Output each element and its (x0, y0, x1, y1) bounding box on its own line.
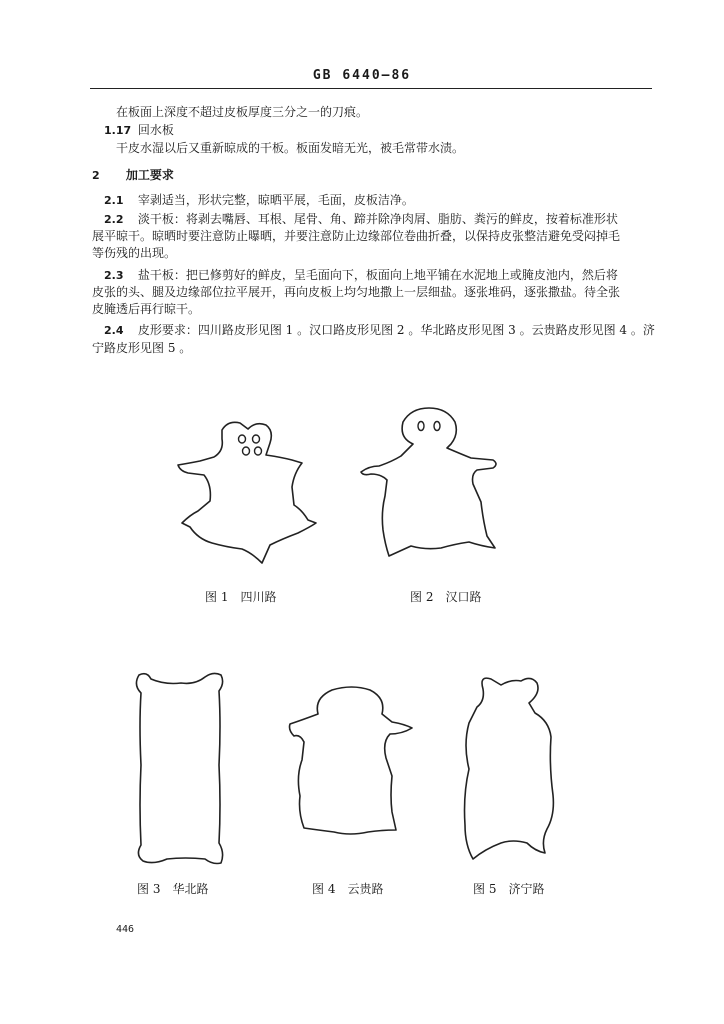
figure-2-caption: 图 2 汉口路 (410, 590, 482, 604)
figure-3-caption: 图 3 华北路 (137, 882, 209, 896)
page-number: 446 (116, 924, 135, 935)
section-2-2-line-2: 展平晾干。晾晒时要注意防止曝晒，并要注意防止边缘部位卷曲折叠，以保持皮张整洁避免受闷掉毛 (92, 229, 621, 243)
figure-2-hide-shape (355, 402, 515, 567)
section-2-2 (104, 211, 618, 228)
standard-number: GB 6440—86 (312, 68, 412, 83)
figure-4-caption: 图 4 云贵路 (312, 882, 384, 896)
section-2-4-line-2: 宁路皮形见图 5 。 (92, 341, 192, 355)
figure-3-hide-shape (125, 665, 235, 875)
section-2-3 (104, 267, 618, 284)
section-title: 回水板 (137, 123, 174, 137)
section-number: 1.17 (104, 124, 132, 137)
section-1-17 (104, 122, 174, 139)
figure-5-hide-shape (455, 665, 565, 875)
section-body: 宰剥适当，形状完整，晾晒平展，毛面，皮板洁净。 (137, 193, 414, 207)
header-rule (90, 88, 652, 89)
section-number: 2.1 (104, 194, 124, 207)
section-2-2-line-3: 等伤残的出现。 (92, 246, 177, 260)
paragraph-continuation: 在板面上深度不超过皮板厚度三分之一的刀痕。 (116, 105, 369, 119)
section-number: 2.2 (104, 213, 124, 226)
section-title: 加工要求 (125, 168, 174, 182)
section-number: 2 (92, 169, 100, 182)
section-number: 2.3 (104, 269, 124, 282)
section-2-3-line-3: 皮腌透后再行晾干。 (92, 302, 201, 316)
section-line: 淡干板：将剥去嘴唇、耳根、尾骨、角、蹄并除净肉屑、脂肪、粪污的鲜皮，按着标准形状 (137, 212, 618, 226)
section-1-17-body: 干皮水湿以后又重新晾成的干板。板面发暗无光，被毛常带水渍。 (116, 141, 465, 155)
section-2-3-line-2: 皮张的头、腿及边缘部位拉平展开，再向皮板上均匀地撒上一层细盐。逐张堆码，逐张撒盐。待全张 (92, 285, 621, 299)
section-2-1 (104, 192, 414, 209)
figure-1-caption: 图 1 四川路 (205, 590, 277, 604)
section-number: 2.4 (104, 324, 124, 337)
figure-1-hide-shape (170, 415, 330, 575)
section-line: 盐干板：把已修剪好的鲜皮，呈毛面向下，板面向上地平铺在水泥地上或腌皮池内，然后将 (137, 268, 618, 282)
section-2 (92, 167, 174, 184)
section-line: 皮形要求：四川路皮形见图 1 。汉口路皮形见图 2 。华北路皮形见图 3 。云贵路皮形见图 4 。济 (137, 323, 655, 337)
figure-5-caption: 图 5 济宁路 (473, 882, 545, 896)
figure-4-hide-shape (282, 680, 417, 860)
section-2-4 (104, 322, 655, 339)
